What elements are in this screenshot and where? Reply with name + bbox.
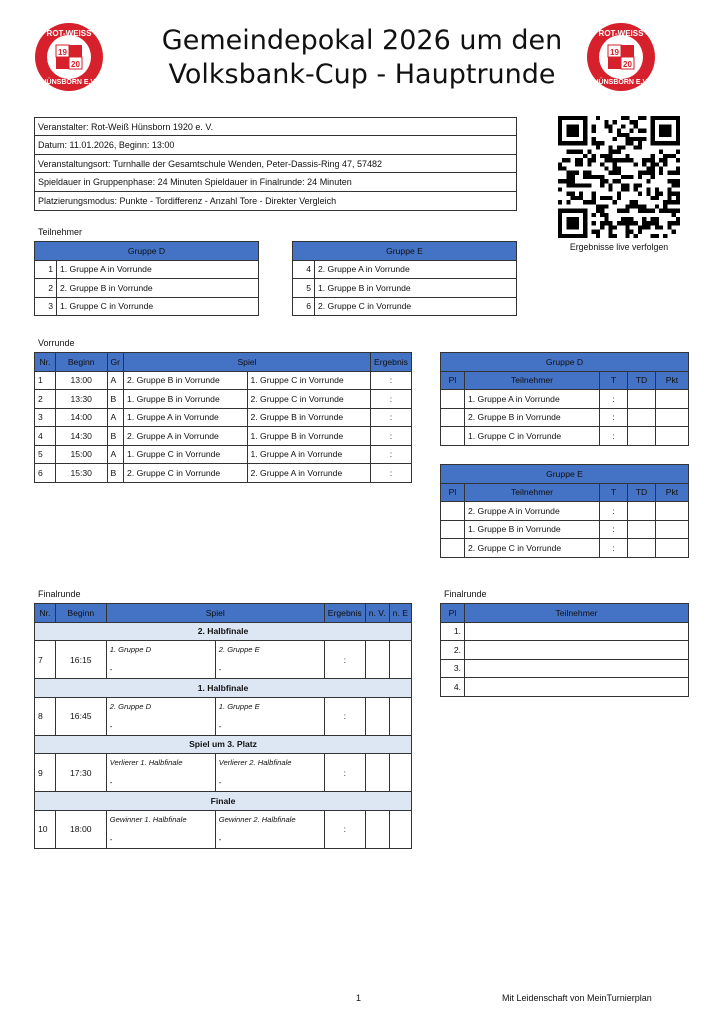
participants-group-d xyxy=(34,241,259,316)
standings-group-d: Gruppe D Pl Teilnehmer T TD Pkt 1. Gruppe A in Vorrunde : 2. Gruppe B in Vorrunde : 1. Gruppe C in Vorrunde : xyxy=(440,352,689,446)
table-row: 3 14:00 A 1. Gruppe A in Vorrunde 2. Gruppe B in Vorrunde : xyxy=(35,408,412,427)
table-row: 1. Gruppe A in Vorrunde : xyxy=(441,390,689,409)
svg-text:ROT-WEISS: ROT-WEISS xyxy=(598,29,644,38)
svg-text:19: 19 xyxy=(610,48,619,57)
title-line-1: Gemeindepokal 2026 um den xyxy=(161,25,563,56)
round-band: 2. Halbfinale xyxy=(35,622,412,641)
finalrunde-schedule: Nr. Beginn Spiel Ergebnis n. V. n. E 2. Halbfinale 7 16:15 1. Gruppe D - 2. Gruppe E - : 1. Halbfinale 8 16:45 2. Gruppe D - 1. Gruppe E - : Spiel um 3. Platz 9 17:30 Verlierer 1. Halbfinale - Verlierer 2. Halbfinale - : Finale 10 18:00 Gewinner 1. Halbfinale - Gewinner 2. Halbfinale - : xyxy=(34,603,412,849)
tournament-info-box xyxy=(34,117,517,211)
info-ranking: Platzierungsmodus: Punkte - Tordifferenz - Anzahl Tore - Direkter Vergleich xyxy=(38,195,337,206)
participants-label: Teilnehmer xyxy=(38,227,83,237)
round-band: 1. Halbfinale xyxy=(35,679,412,698)
table-row: 2. Gruppe C in Vorrunde : xyxy=(441,539,689,558)
info-date: Datum: 11.01.2026, Beginn: 13:00 xyxy=(35,136,516,154)
table-row: 2 2. Gruppe B in Vorrunde xyxy=(35,279,259,298)
table-row: 4 14:30 B 2. Gruppe A in Vorrunde 1. Gruppe B in Vorrunde : xyxy=(35,427,412,446)
standings-group-e: Gruppe E Pl Teilnehmer T TD Pkt 2. Gruppe A in Vorrunde : 1. Gruppe B in Vorrunde : 2. Gruppe C in Vorrunde : xyxy=(440,464,689,558)
title-line-2: Volksbank-Cup - Hauptrunde xyxy=(168,59,556,90)
svg-text:ROT-WEISS: ROT-WEISS xyxy=(46,29,92,38)
table-row: 8 16:45 2. Gruppe D - 1. Gruppe E - : xyxy=(35,697,412,735)
finalrunde-label: Finalrunde xyxy=(38,589,81,599)
table-row: 1. xyxy=(441,622,689,641)
vorrunde-label: Vorrunde xyxy=(38,338,75,348)
page-title xyxy=(120,24,604,92)
table-row: 6 15:30 B 2. Gruppe C in Vorrunde 2. Gruppe A in Vorrunde : xyxy=(35,464,412,483)
table-row: 4 2. Gruppe A in Vorrunde xyxy=(293,260,517,279)
table-row: 3 1. Gruppe C in Vorrunde xyxy=(35,297,259,316)
final-ranking-table: Pl Teilnehmer 1. 2. 3. 4. xyxy=(440,603,689,697)
table-row: 1 13:00 A 2. Gruppe B in Vorrunde 1. Gruppe C in Vorrunde : xyxy=(35,371,412,390)
table-row: 10 18:00 Gewinner 1. Halbfinale - Gewinner 2. Halbfinale - : xyxy=(35,810,412,848)
participants-group-e xyxy=(292,241,517,316)
table-row: 1 1. Gruppe A in Vorrunde xyxy=(35,260,259,279)
table-row: 4. xyxy=(441,678,689,697)
table-row: 1. Gruppe B in Vorrunde : xyxy=(441,520,689,539)
club-logo-left xyxy=(34,22,104,92)
qr-caption: Ergebnisse live verfolgen xyxy=(569,242,669,252)
svg-text:20: 20 xyxy=(71,60,80,69)
table-row: 2 13:30 B 1. Gruppe B in Vorrunde 2. Gruppe C in Vorrunde : xyxy=(35,390,412,409)
group-d-title: Gruppe D xyxy=(35,242,259,261)
info-venue: Veranstaltungsort: Turnhalle der Gesamtschule Wenden, Peter-Dassis-Ring 47, 57482 xyxy=(35,155,516,173)
table-row: 1. Gruppe C in Vorrunde : xyxy=(441,427,689,446)
svg-text:20: 20 xyxy=(623,60,632,69)
table-row: 5 1. Gruppe B in Vorrunde xyxy=(293,279,517,298)
table-row: 6 2. Gruppe C in Vorrunde xyxy=(293,297,517,316)
svg-text:HÜNSBORN E.V.: HÜNSBORN E.V. xyxy=(593,79,649,86)
club-logo-right xyxy=(586,22,656,92)
table-row: 2. xyxy=(441,641,689,660)
svg-text:19: 19 xyxy=(58,48,67,57)
table-row: 3. xyxy=(441,659,689,678)
round-band: Spiel um 3. Platz xyxy=(35,735,412,754)
svg-text:HÜNSBORN E.V.: HÜNSBORN E.V. xyxy=(41,79,97,86)
round-band: Finale xyxy=(35,792,412,811)
group-e-title: Gruppe E xyxy=(293,242,517,261)
table-row: 2. Gruppe B in Vorrunde : xyxy=(441,408,689,427)
page-number: 1 xyxy=(356,993,362,1003)
footer-credit[interactable]: Mit Leidenschaft von MeinTurnierplan xyxy=(502,993,652,1003)
info-duration: Spieldauer in Gruppenphase: 24 Minuten Spieldauer in Finalrunde: 24 Minuten xyxy=(35,173,516,191)
table-row: 9 17:30 Verlierer 1. Halbfinale - Verlierer 2. Halbfinale - : xyxy=(35,754,412,792)
final-ranking-label: Finalrunde xyxy=(444,589,487,599)
info-organizer: Veranstalter: Rot-Weiß Hünsborn 1920 e. V. xyxy=(35,118,516,136)
table-row: 7 16:15 1. Gruppe D - 2. Gruppe E - : xyxy=(35,641,412,679)
vorrunde-schedule: Nr. Beginn Gr Spiel Ergebnis 1 13:00 A 2. Gruppe B in Vorrunde 1. Gruppe C in Vorrunde : 2 13:30 B 1. Gruppe B in Vorrunde 2. Gruppe C in Vorrunde : 3 14:00 A 1. Gruppe A in Vorrunde 2. Gruppe B in Vorrunde : 4 14:30 B 2. Gruppe A in Vorrunde 1. Gruppe B in Vorrunde : 5 15:00 A 1. Gruppe C in Vorrunde 1. Gruppe A in Vorrunde : 6 15:30 B 2. Gruppe C in Vorrunde 2. Gruppe A in Vorrunde : xyxy=(34,352,412,483)
table-row: 2. Gruppe A in Vorrunde : xyxy=(441,502,689,521)
qr-code-icon[interactable] xyxy=(558,116,680,238)
table-row: 5 15:00 A 1. Gruppe C in Vorrunde 1. Gruppe A in Vorrunde : xyxy=(35,445,412,464)
